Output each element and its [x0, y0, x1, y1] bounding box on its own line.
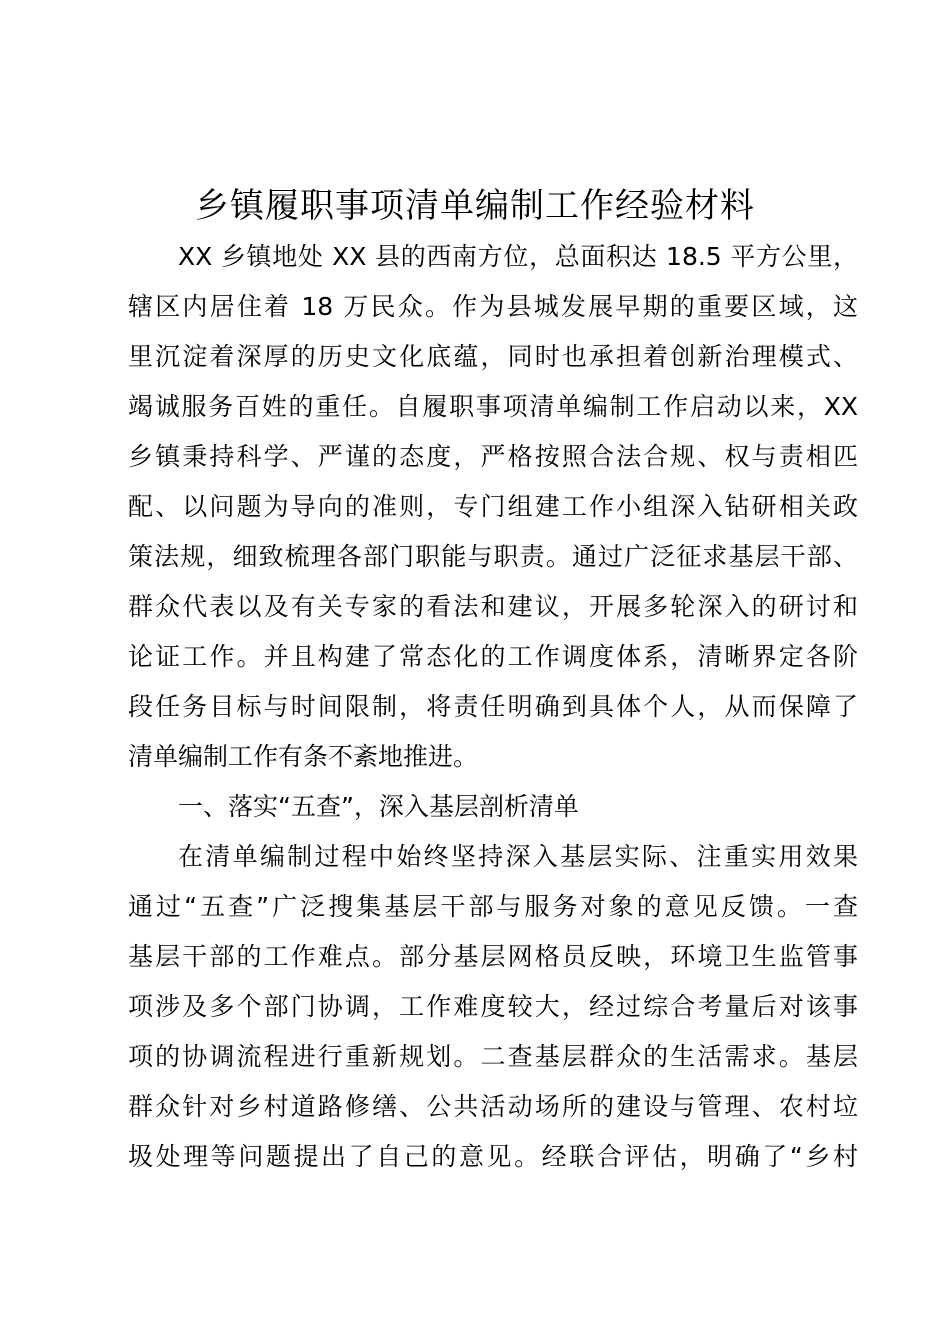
paragraph-line: 群众针对乡村道路修缮、公共活动场所的建设与管理、农村垃	[128, 1092, 858, 1121]
paragraph-line: 清单编制工作有条不紊地推进。	[128, 742, 479, 771]
paragraph-line: 群众代表以及有关专家的看法和建议，开展多轮深入的研讨和	[128, 592, 858, 621]
paragraph-line: 乡镇秉持科学、严谨的态度，严格按照合法合规、权与责相匹	[128, 442, 858, 471]
paragraph-line: 基层干部的工作难点。部分基层网格员反映，环境卫生监管事	[128, 942, 858, 971]
paragraph-line: XX 乡镇地处 XX 县的西南方位，总面积达 18.5 平方公里，	[178, 242, 858, 271]
paragraph-line: 配、以问题为导向的准则，专门组建工作小组深入钻研相关政	[128, 492, 858, 521]
paragraph-line: 在清单编制过程中始终坚持深入基层实际、注重实用效果	[178, 842, 858, 871]
paragraph-line: 里沉淀着深厚的历史文化底蕴，同时也承担着创新治理模式、	[128, 342, 858, 371]
paragraph-line: 圾处理等问题提出了自己的意见。经联合评估，明确了“乡村	[128, 1142, 858, 1171]
paragraph-line: 通过“五查”广泛搜集基层干部与服务对象的意见反馈。一查	[128, 892, 858, 921]
section-heading: 一、落实“五查”，深入基层剖析清单	[178, 792, 579, 821]
paragraph-line: 项的协调流程进行重新规划。二查基层群众的生活需求。基层	[128, 1042, 858, 1071]
paragraph-line: 竭诚服务百姓的重任。自履职事项清单编制工作启动以来，XX	[128, 392, 858, 421]
paragraph-line: 论证工作。并且构建了常态化的工作调度体系，清晰界定各阶	[128, 642, 858, 671]
document-title: 乡镇履职事项清单编制工作经验材料	[195, 186, 755, 226]
paragraph-line: 段任务目标与时间限制，将责任明确到具体个人，从而保障了	[128, 692, 858, 721]
paragraph-line: 辖区内居住着 18 万民众。作为县城发展早期的重要区域，这	[128, 292, 858, 321]
paragraph-line: 策法规，细致梳理各部门职能与职责。通过广泛征求基层干部、	[128, 542, 858, 571]
paragraph-line: 项涉及多个部门协调，工作难度较大，经过综合考量后对该事	[128, 992, 858, 1021]
